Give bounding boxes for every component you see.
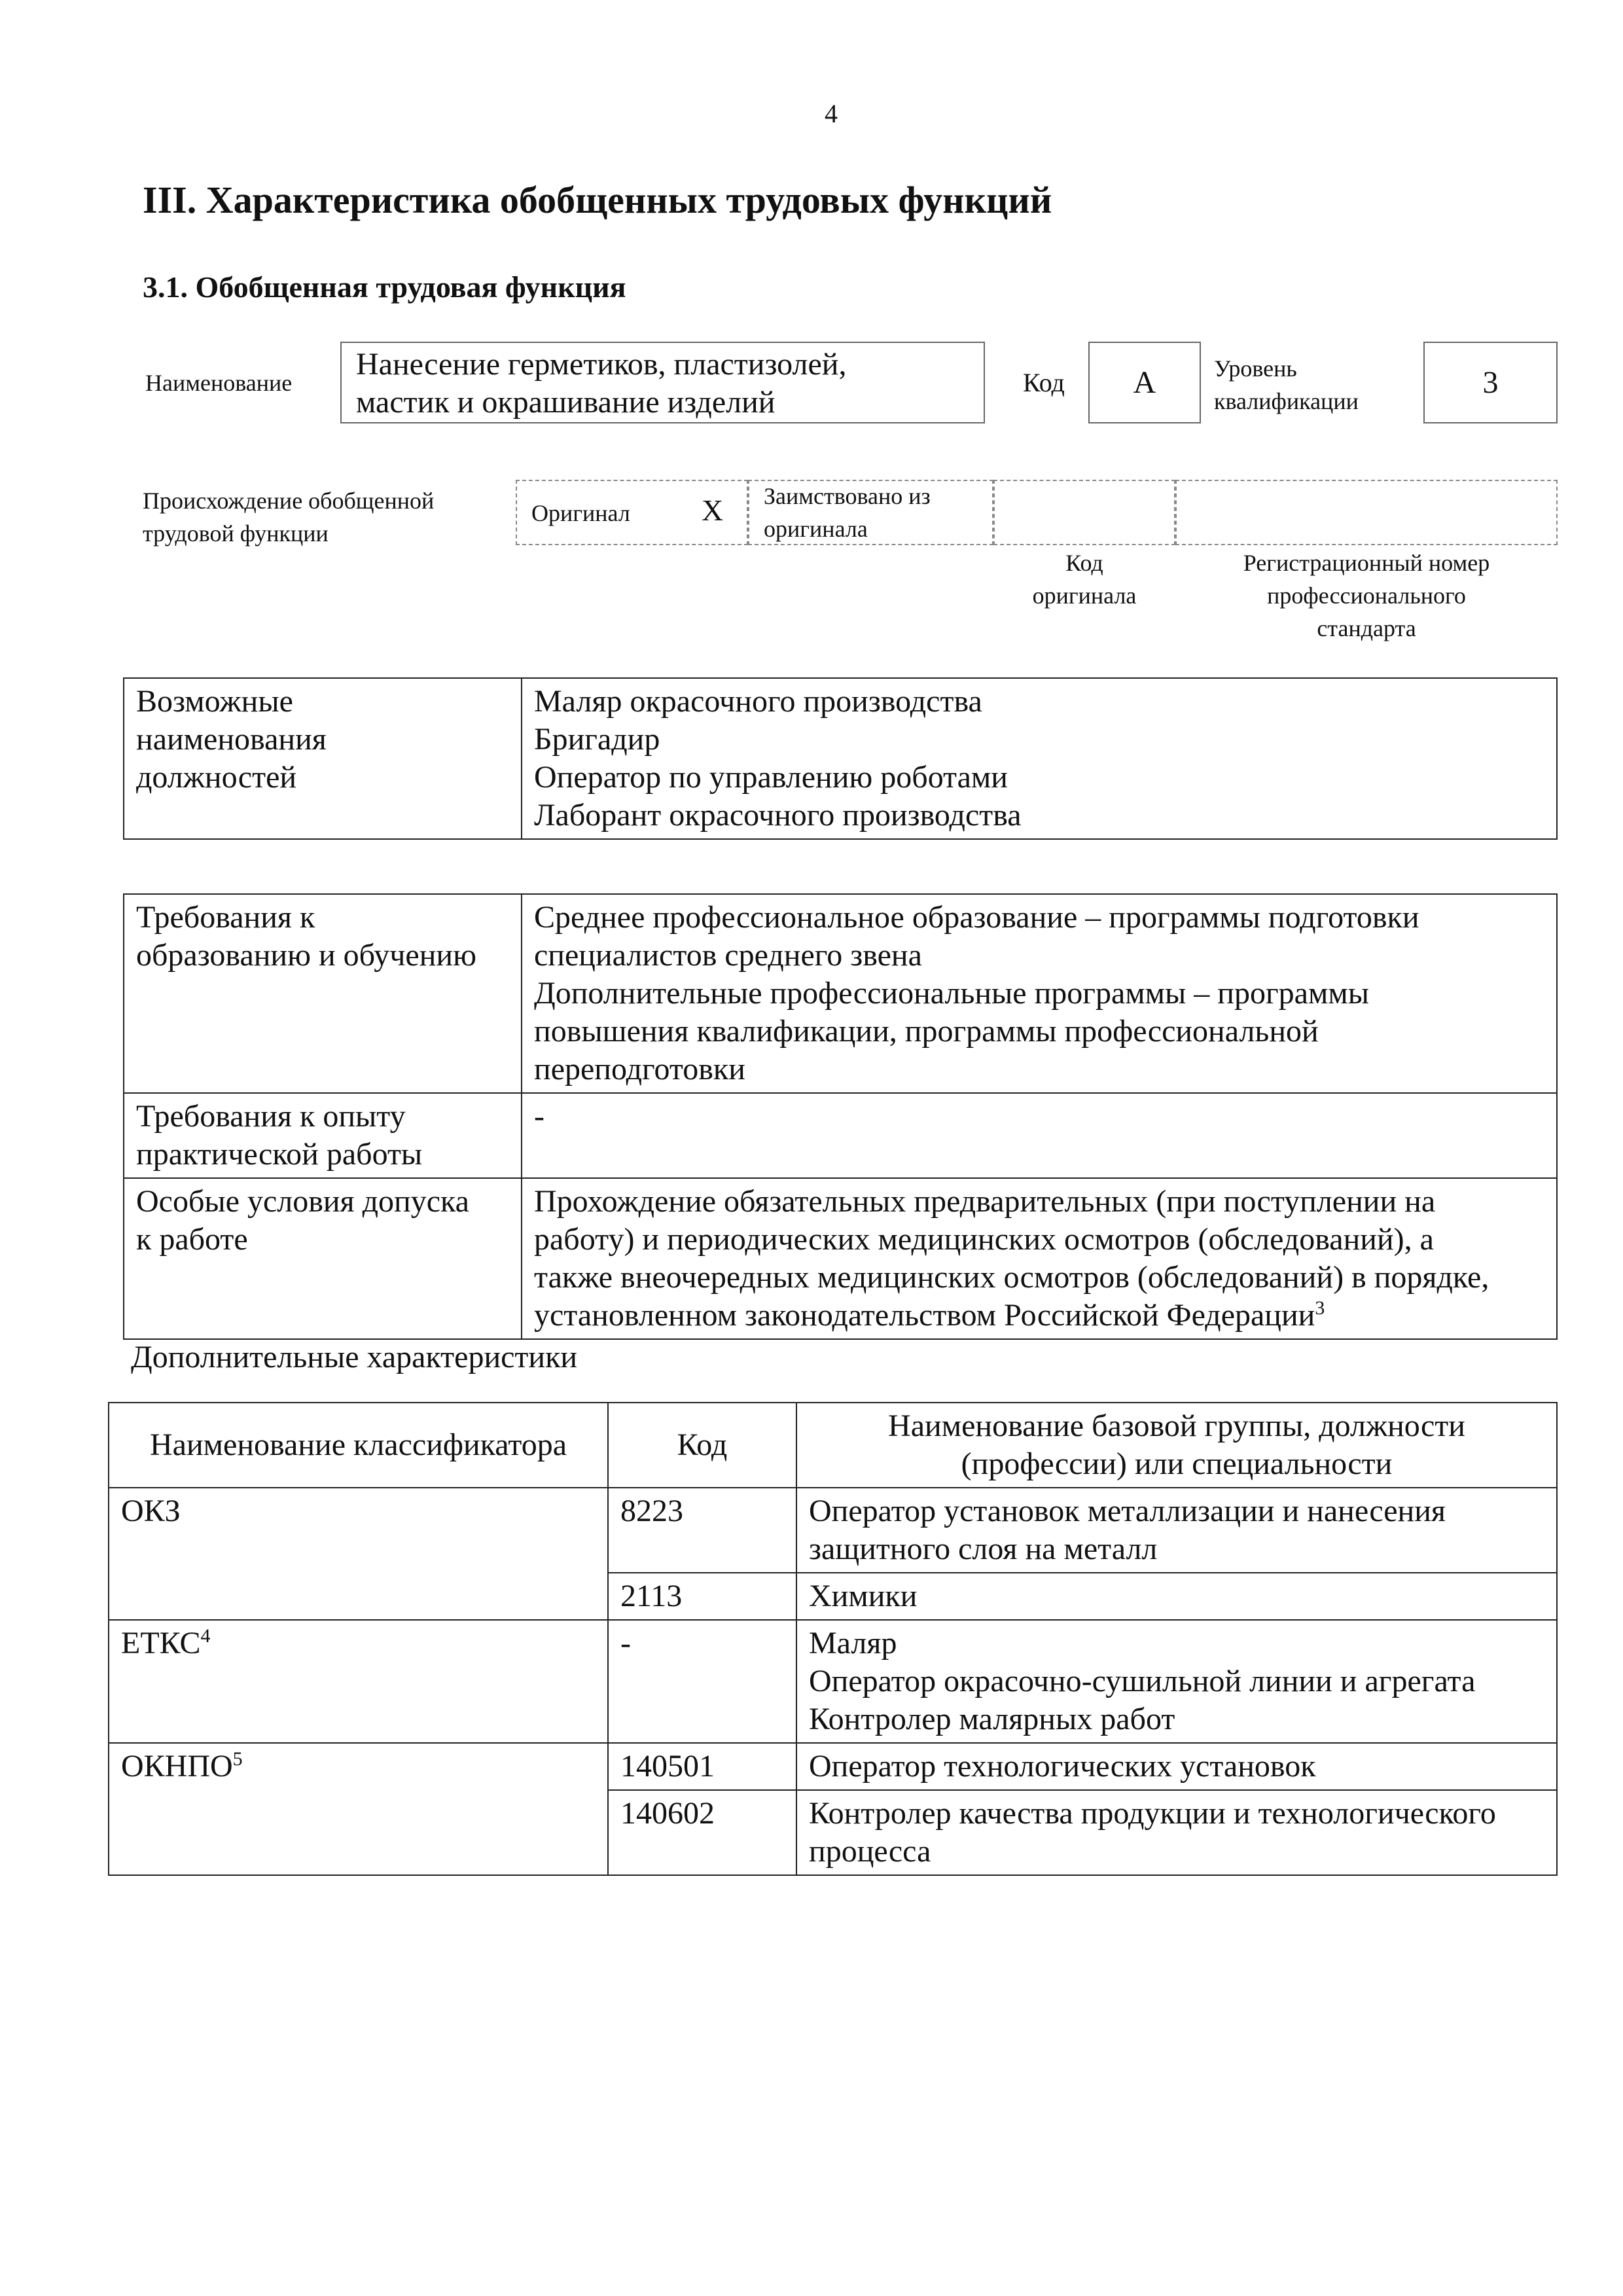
classifier-oknpo-label: ОКНПО — [121, 1749, 233, 1784]
reg-number-caption — [1175, 547, 1558, 645]
col-name-header-line2: (профессии) или специальности — [961, 1446, 1393, 1481]
code-original-line2: оригинала — [1032, 583, 1137, 609]
position-item: Бригадир — [534, 722, 660, 757]
special-label-line1: Особые условия допуска — [136, 1184, 469, 1219]
borrowed-label-line1: Заимствовано из — [764, 483, 931, 509]
origin-label-line2: трудовой функции — [143, 520, 329, 547]
table-row — [109, 1488, 1557, 1573]
section-title: III. Характеристика обобщенных трудовых функций — [143, 179, 1052, 221]
borrowed-label-line2: оригинала — [764, 516, 868, 542]
col-code-header: Код — [608, 1403, 796, 1488]
level-value-box — [1423, 342, 1558, 423]
experience-row — [124, 1093, 1557, 1178]
education-line: переподготовки — [534, 1052, 745, 1086]
name-line: Контролер качества продукции и технологического — [809, 1796, 1496, 1831]
experience-label — [124, 1093, 522, 1178]
education-line: Среднее профессиональное образование – программы подготовки — [534, 900, 1419, 935]
education-value — [522, 894, 1557, 1093]
col-classifier-header: Наименование классификатора — [109, 1403, 608, 1488]
reg-number-box — [1175, 480, 1558, 545]
experience-value: - — [522, 1093, 1557, 1178]
borrowed-label — [764, 480, 931, 545]
name-line: Оператор окрасочно-сушильной линии и агрегата — [809, 1664, 1476, 1698]
original-mark: Х — [702, 493, 724, 527]
original-label: Оригинал — [531, 500, 630, 526]
education-row — [124, 894, 1557, 1093]
footnote-4: 4 — [200, 1625, 211, 1647]
special-line-last — [534, 1297, 1544, 1335]
footnote-3: 3 — [1315, 1297, 1325, 1319]
level-label — [1214, 352, 1359, 418]
name-line: Контролер малярных работ — [809, 1702, 1175, 1736]
special-line: Прохождение обязательных предварительных (при поступлении на — [534, 1184, 1436, 1219]
positions-label-line2: наименования — [136, 722, 327, 757]
name-cell — [796, 1790, 1557, 1875]
classifier-header-row — [109, 1403, 1557, 1488]
origin-label — [143, 484, 434, 550]
name-label: Наименование — [145, 370, 293, 396]
page-number: 4 — [825, 99, 838, 128]
name-line: Маляр — [809, 1626, 897, 1660]
special-row — [124, 1178, 1557, 1339]
function-name-line1: Нанесение герметиков, пластизолей, — [356, 347, 847, 382]
original-box — [516, 480, 748, 545]
origin-label-line1: Происхождение обобщенной — [143, 488, 435, 514]
function-name-box — [340, 342, 985, 423]
classifier-table — [108, 1402, 1558, 1876]
footnote-5: 5 — [232, 1748, 243, 1770]
name-cell: Химики — [796, 1573, 1557, 1620]
subsection-title: 3.1. Обобщенная трудовая функция — [143, 270, 626, 304]
special-value — [522, 1178, 1557, 1339]
code-cell: 140501 — [608, 1743, 796, 1790]
special-label — [124, 1178, 522, 1339]
code-cell: - — [608, 1620, 796, 1743]
reg-number-line3: стандарта — [1317, 615, 1416, 641]
name-cell — [796, 1488, 1557, 1573]
classifier-oknpo — [109, 1743, 608, 1875]
special-line: установленном законодательством Российской Федерации — [534, 1298, 1315, 1333]
name-cell: Оператор технологических установок — [796, 1743, 1557, 1790]
name-line: процесса — [809, 1834, 931, 1869]
name-line: защитного слоя на металл — [809, 1532, 1158, 1566]
level-label-line1: Уровень — [1214, 355, 1297, 382]
positions-row — [124, 678, 1557, 839]
code-original-box — [993, 480, 1175, 545]
table-row — [109, 1620, 1557, 1743]
education-line: специалистов среднего звена — [534, 938, 922, 973]
experience-label-line2: практической работы — [136, 1137, 423, 1172]
code-label: Код — [1023, 368, 1065, 397]
education-line: повышения квалификации, программы профессиональной — [534, 1014, 1319, 1049]
col-name-header — [796, 1403, 1557, 1488]
reg-number-line2: профессионального — [1267, 583, 1466, 609]
code-original-caption — [993, 547, 1175, 612]
education-label — [124, 894, 522, 1093]
classifier-etks — [109, 1620, 608, 1743]
code-cell: 140602 — [608, 1790, 796, 1875]
special-line: также внеочередных медицинских осмотров (обследований) в порядке, — [534, 1260, 1489, 1295]
position-item: Лаборант окрасочного производства — [534, 798, 1022, 833]
classifier-okz: ОКЗ — [109, 1488, 608, 1620]
positions-label — [124, 678, 522, 839]
code-value-box — [1088, 342, 1201, 423]
positions-table — [123, 677, 1558, 840]
experience-label-line1: Требования к опыту — [136, 1099, 406, 1134]
positions-label-line1: Возможные — [136, 684, 293, 719]
position-item: Оператор по управлению роботами — [534, 760, 1008, 795]
position-item: Маляр окрасочного производства — [534, 684, 982, 719]
borrowed-box — [748, 480, 993, 545]
code-cell: 8223 — [608, 1488, 796, 1573]
col-name-header-line1: Наименование базовой группы, должности — [888, 1408, 1465, 1443]
reg-number-line1: Регистрационный номер — [1243, 550, 1490, 576]
table-row — [109, 1743, 1557, 1790]
education-label-line2: образованию и обучению — [136, 938, 476, 973]
education-line: Дополнительные профессиональные программы – программы — [534, 976, 1369, 1011]
requirements-table — [123, 893, 1558, 1340]
special-line: работу) и периодических медицинских осмотров (обследований), а — [534, 1222, 1434, 1257]
special-label-line2: к работе — [136, 1222, 248, 1257]
name-cell — [796, 1620, 1557, 1743]
additional-title: Дополнительные характеристики — [131, 1340, 578, 1374]
classifier-etks-label: ЕТКС — [121, 1626, 201, 1660]
positions-label-line3: должностей — [136, 760, 297, 795]
function-name-line2: мастик и окрашивание изделий — [356, 385, 776, 420]
code-value: А — [1133, 365, 1156, 400]
level-label-line2: квалификации — [1214, 388, 1359, 414]
education-label-line1: Требования к — [136, 900, 315, 935]
name-line: Оператор установок металлизации и нанесения — [809, 1494, 1446, 1528]
code-original-line1: Код — [1065, 550, 1103, 576]
level-value: 3 — [1482, 365, 1499, 400]
code-cell: 2113 — [608, 1573, 796, 1620]
positions-list — [522, 678, 1557, 839]
